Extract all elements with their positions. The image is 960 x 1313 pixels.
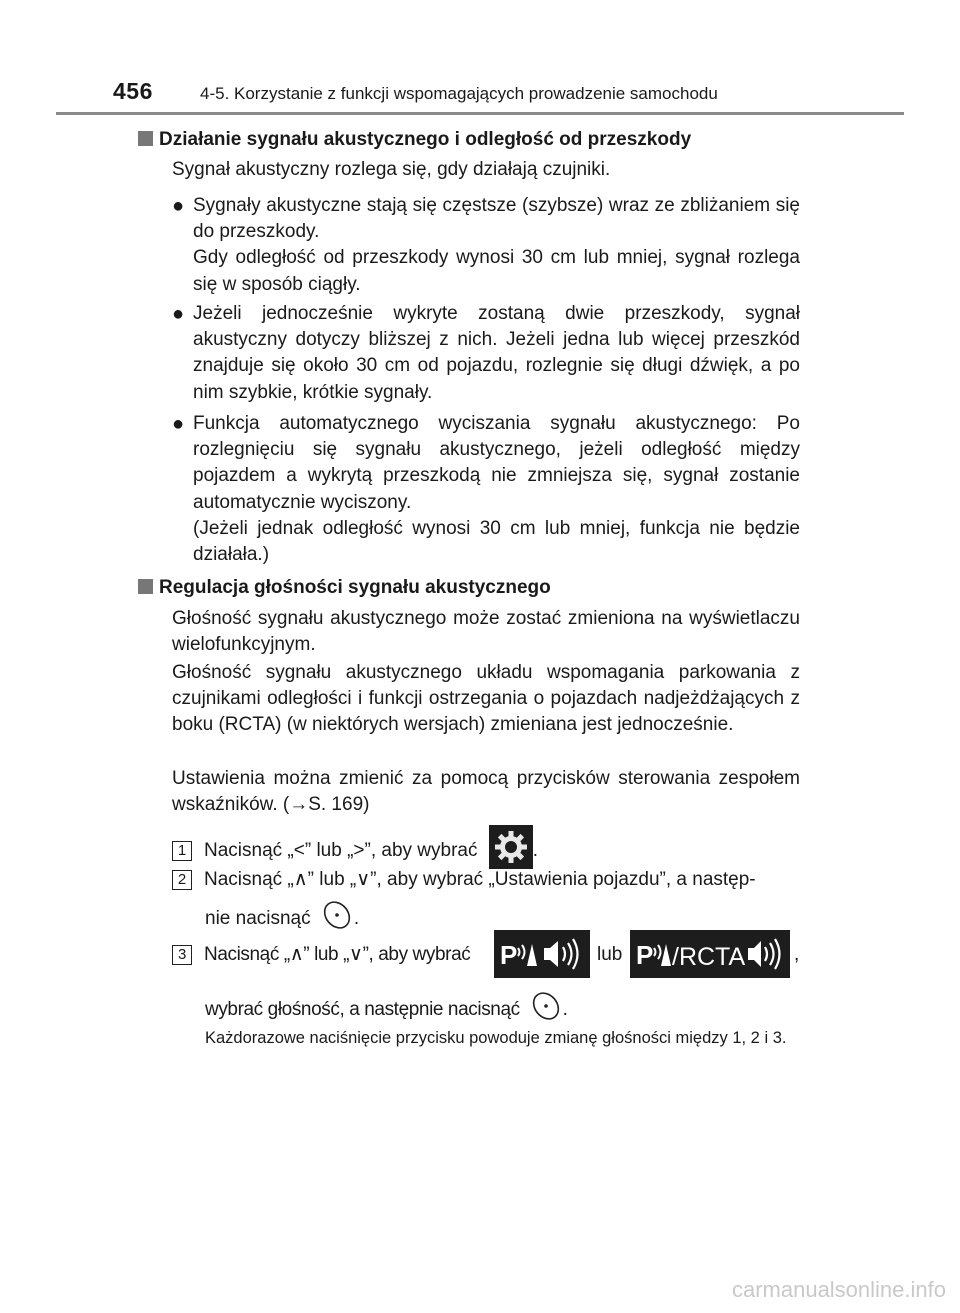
step-2 xyxy=(172,867,800,893)
step-3-continued xyxy=(205,989,568,1031)
step-number-badge: 1 xyxy=(172,841,192,861)
chevron-up-icon: ∧ xyxy=(289,944,304,965)
ok-button-icon xyxy=(529,989,563,1031)
volume-paragraph-3 xyxy=(172,766,800,818)
step-text: Nacisnąć „ xyxy=(204,944,290,965)
step-text: Nacisnąć „ xyxy=(204,869,294,890)
bullet-paragraph-3: Funkcja automatycznego wyciszania sygnału akustycznego: Po rozlegnięciu się sygnału akustycznego, jeżeli odległość między pojazdem a wykrytą przeszkodą nie zmniejsza się, sygnał zostanie automatycznie wyciszony. (Jeżeli jednak odległość wynosi 30 cm lub mniej, funkcja nie będzie działała.) xyxy=(193,413,800,566)
step-text: ”, aby wybrać xyxy=(362,944,471,965)
bullet-paragraph-1: Sygnały akustyczne stają się częstsze (szybsze) wraz ze zbliżaniem się do przeszkody. Gdy odległość od przeszkody wynosi 30 cm lub mniej, sygnał rozlega się w sposób ciągły. xyxy=(193,195,800,295)
rcta-label: /RCTA xyxy=(672,943,746,971)
chevron-up-icon: ∧ xyxy=(293,869,308,890)
svg-text:P: P xyxy=(500,940,518,970)
section-title: 4-5. Korzystanie z funkcji wspomagających prowadzenie samochodu xyxy=(200,84,718,103)
chevron-down-icon: ∨ xyxy=(349,944,363,965)
heading-text: Regulacja głośności sygnału akustycznego xyxy=(159,577,551,598)
volume-note: Każdorazowe naciśnięcie przycisku powoduje zmianę głośności między 1, 2 i 3. xyxy=(205,1029,787,1047)
or-text: lub xyxy=(597,944,623,965)
page-header xyxy=(0,0,960,120)
heading-text: Działanie sygnału akustycznego i odległość od przeszkody xyxy=(159,129,692,150)
parking-sensor-volume-icon xyxy=(494,930,590,978)
volume-paragraph-2: Głośność sygnału akustycznego układu wspomagania parkowania z czujnikami odległości i funkcji ostrzegania o pojazdach nadjeżdżających z boku (RCTA) (w niektórych wersjach) zmieniana jest jednocześnie. xyxy=(172,662,800,736)
square-bullet-icon xyxy=(138,131,153,146)
step-text: . xyxy=(353,908,360,930)
bullet-dot-icon: ● xyxy=(172,303,185,325)
heading-signal-distance xyxy=(138,127,691,153)
ok-button-icon xyxy=(320,898,354,940)
arrow-right-icon: → xyxy=(289,794,309,816)
square-bullet-icon xyxy=(138,579,153,594)
parking-rcta-volume-icon xyxy=(630,930,790,978)
step-text: ”, aby wybrać „Ustawienia pojazdu”, a następ- xyxy=(370,869,756,890)
step-number-badge: 2 xyxy=(172,870,192,890)
bullet-dot-icon: ● xyxy=(172,413,185,435)
page-number: 456 xyxy=(113,78,153,104)
header-divider xyxy=(56,112,904,115)
step-text: nie nacisnąć xyxy=(205,908,311,930)
volume-paragraph-1: Głośność sygnału akustycznego może zostać zmieniona na wyświetlaczu wielofunkcyjnym. xyxy=(172,608,800,656)
step-text: . xyxy=(532,840,539,862)
watermark: carmanualsonline.info xyxy=(731,1277,946,1302)
bullet-paragraph-2: Jeżeli jednocześnie wykryte zostaną dwie przeszkody, sygnał akustyczny dotyczy bliższej z nich. Jeżeli jedna lub więcej przeszkód znajduje się około 30 cm od pojazdu, rozlegnie się długi dźwięk, a po nim szybkie, krótkie sygnały. xyxy=(193,303,800,403)
page-reference: S. 169) xyxy=(308,794,370,816)
chevron-down-icon: ∨ xyxy=(356,869,371,890)
step-text: ” lub „ xyxy=(303,944,350,965)
step-text: Nacisnąć „<” lub „>”, aby wybrać xyxy=(204,840,478,862)
step-text: ” lub „ xyxy=(307,869,357,890)
bullet-dot-icon: ● xyxy=(172,195,185,217)
intro-paragraph: Sygnał akustyczny rozlega się, gdy działają czujniki. xyxy=(172,159,611,180)
comma-text: , xyxy=(794,944,800,965)
step-text: . xyxy=(562,999,568,1021)
svg-text:P: P xyxy=(636,940,654,970)
step-number-badge: 3 xyxy=(172,945,192,965)
heading-volume-adjust xyxy=(138,575,551,601)
step-text: wybrać głośność, a następnie nacisnąć xyxy=(205,999,520,1021)
step-2-continued xyxy=(205,898,359,940)
paragraph-text: Ustawienia można zmienić za pomocą przycisków sterowania zespołem wskaźników. ( xyxy=(172,768,800,816)
